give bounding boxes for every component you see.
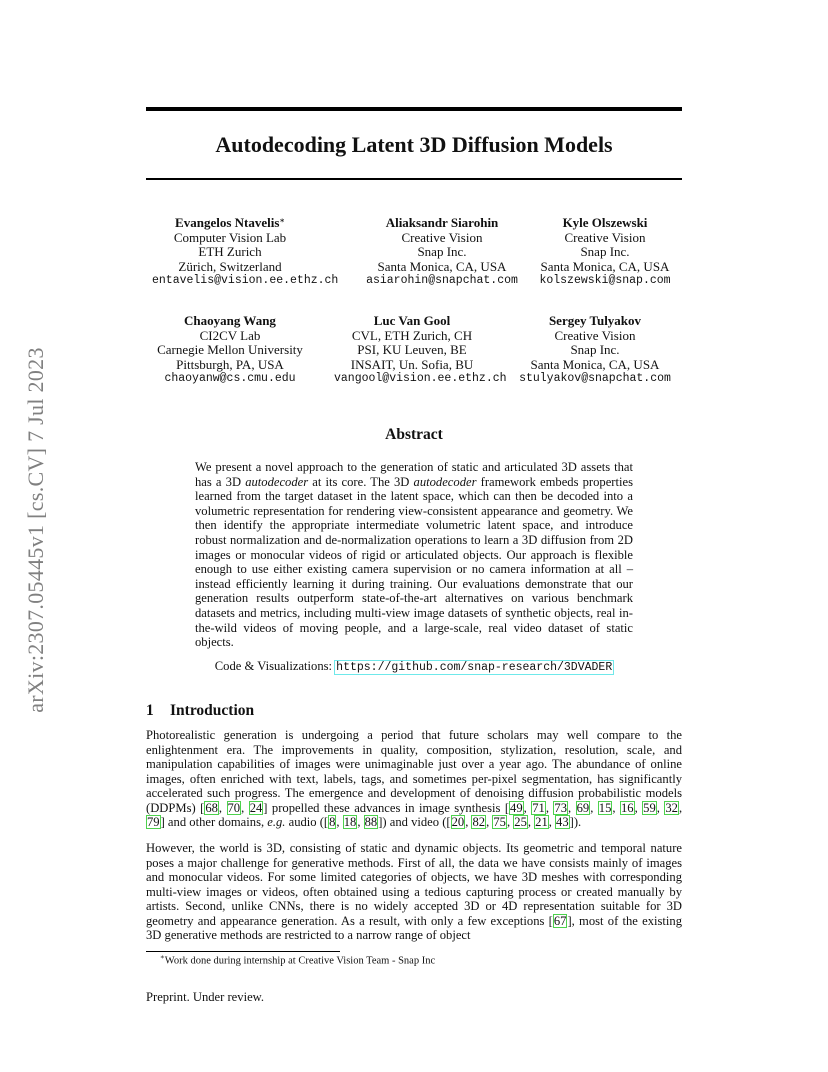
arxiv-identifier: arXiv:2307.05445v1 [cs.CV] 7 Jul 2023 [23, 347, 48, 713]
code-link-line [146, 659, 682, 674]
author-name: Aliaksandr Siarohin [385, 215, 499, 230]
citation-link[interactable]: 21 [535, 815, 548, 829]
author-block [364, 216, 520, 289]
author-email: kolszewski@snap.com [539, 274, 671, 288]
citation-link[interactable]: 15 [598, 800, 612, 815]
citation-link[interactable]: 70 [227, 800, 241, 815]
paper-title: Autodecoding Latent 3D Diffusion Models [215, 132, 613, 157]
code-url-link[interactable]: https://github.com/snap-research/3DVADER [336, 661, 613, 674]
citation-link[interactable]: 20 [451, 815, 465, 829]
citation-link[interactable]: 88 [364, 815, 378, 829]
author-block [152, 215, 339, 289]
section-heading: 1 Introduction [146, 702, 255, 719]
footnote-mark: ∗ [279, 216, 285, 225]
affiliation: Santa Monica, CA, USA [540, 258, 670, 274]
affiliation: Creative Vision [564, 229, 646, 245]
citation-link[interactable]: 71 [532, 800, 545, 815]
affiliation: Snap Inc. [417, 244, 467, 260]
author-name: Chaoyang Wang [184, 313, 276, 328]
abstract-heading: Abstract [385, 426, 443, 443]
author-name: Evangelos Ntavelis [175, 215, 280, 230]
affiliation: CI2CV Lab [199, 327, 261, 343]
citation-link[interactable]: 32 [665, 800, 678, 815]
author-email: asiarohin@snapchat.com [366, 274, 518, 288]
citation-link[interactable]: 16 [620, 800, 634, 815]
author-name: Sergey Tulyakov [548, 313, 642, 328]
affiliation: Snap Inc. [570, 342, 620, 358]
affiliation: Computer Vision Lab [173, 229, 287, 245]
title-rule-top [146, 107, 682, 111]
author-block [334, 313, 507, 387]
affiliation: Zürich, Switzerland [178, 258, 282, 274]
affiliation: Creative Vision [401, 229, 483, 245]
citation-link[interactable]: 18 [343, 815, 357, 829]
author-block [152, 314, 308, 387]
author-email: vangool@vision.ee.ethz.ch [334, 372, 507, 386]
citation-link[interactable]: 43 [556, 815, 569, 829]
citation-link[interactable]: 59 [643, 800, 656, 815]
affiliation: INSAIT, Un. Sofia, BU [350, 356, 474, 372]
affiliation: CVL, ETH Zurich, CH [351, 327, 473, 343]
author-block [527, 216, 683, 289]
affiliation: Pittsburgh, PA, USA [176, 356, 284, 372]
affiliation: ETH Zurich [198, 244, 262, 260]
author-name: Luc Van Gool [373, 313, 451, 328]
preprint-notice: Preprint. Under review. [146, 990, 265, 1004]
citation-link[interactable]: 8 [329, 815, 336, 829]
affiliation: Santa Monica, CA, USA [377, 258, 507, 274]
citation-link[interactable]: 67 [553, 913, 567, 928]
code-label: Code & Visualizations: [214, 659, 336, 673]
citation-link[interactable]: 73 [554, 800, 568, 815]
affiliation: Snap Inc. [580, 244, 630, 260]
citation-link[interactable]: 25 [514, 815, 527, 829]
citation-link[interactable]: 75 [493, 815, 506, 829]
citation-link[interactable]: 49 [510, 800, 523, 815]
footnote-rule [146, 951, 340, 952]
author-email: entavelis@vision.ee.ethz.ch [152, 274, 339, 288]
citation-link[interactable]: 69 [576, 800, 590, 815]
affiliation: Santa Monica, CA, USA [530, 356, 660, 372]
author-name: Kyle Olszewski [562, 215, 648, 230]
affiliation: Carnegie Mellon University [157, 342, 303, 358]
citation-link[interactable]: 82 [472, 815, 486, 829]
intro-paragraph-2: However, the world is 3D, consisting of static and dynamic objects. Its geometric and temporal nature poses a major challenge for generative methods. First of all, the data we have consists mainly of images and monocular videos. For some limited categories of objects, we have 3D meshes with corresponding multi-view images or videos, often obtained using a tedious capturing process or created manually by artists. Second, unlike CNNs, there is no widely accepted 3D or 4D representation suitable for 3D geometry and appearance generation. As a result, with only a few exceptions [67], most of the existing 3D generative methods are restricted to a narrow range of object [146, 841, 682, 942]
abstract-body: We present a novel approach to the generation of static and articulated 3D assets that has a 3D autodecoder at its core. The 3D autodecoder framework embeds properties learned from the target dataset in the latent space, which can then be decoded into a volumetric representation for rendering view-consistent appearance and geometry. We then identify the appropriate intermediate volumetric latent space, and introduce robust normalization and de-normalization operations to learn a 3D diffusion from 2D images or monocular videos of rigid or articulated objects. Our approach is flexible enough to use either existing camera supervision or no camera information at all – instead efficiently learning it during training. Our evaluations demonstrate that our generation results outperform state-of-the-art alternatives on various benchmark datasets and metrics, including multi-view image datasets of synthetic objects, real in-the-wild videos of moving people, and a large-scale, real video dataset of static objects. [195, 460, 633, 650]
title-rule-bottom [146, 178, 682, 180]
footnote: ∗Work done during internship at Creative Vision Team - Snap Inc [160, 953, 436, 967]
author-block [517, 314, 673, 387]
affiliation: PSI, KU Leuven, BE [357, 342, 467, 358]
author-email: stulyakov@snapchat.com [519, 372, 671, 386]
citation-link[interactable]: 79 [147, 815, 160, 829]
citation-link[interactable]: 68 [205, 800, 218, 815]
affiliation: Creative Vision [554, 327, 636, 343]
intro-paragraph-1: Photorealistic generation is undergoing a period that future scholars may well compare to the enlightenment era. The improvements in quality, composition, stylization, resolution, scale, and manipulation capabilities of images were unimaginable just over a year ago. The abundance of online images, often enriched with text, labels, tags, and sometimes per-pixel segmentation, has significantly accelerated such progress. The emergence and development of denoising diffusion probabilistic models (DDPMs) [68, 70, 24] propelled these advances in image synthesis [49, 71, 73, 69, 15, 16, 59, 32, 79] and other domains, e.g. audio ([8, 18, 88]) and video ([20, 82, 75, 25, 21, 43]). [146, 728, 683, 829]
author-email: chaoyanw@cs.cmu.edu [164, 372, 296, 386]
citation-link[interactable]: 24 [249, 800, 263, 815]
